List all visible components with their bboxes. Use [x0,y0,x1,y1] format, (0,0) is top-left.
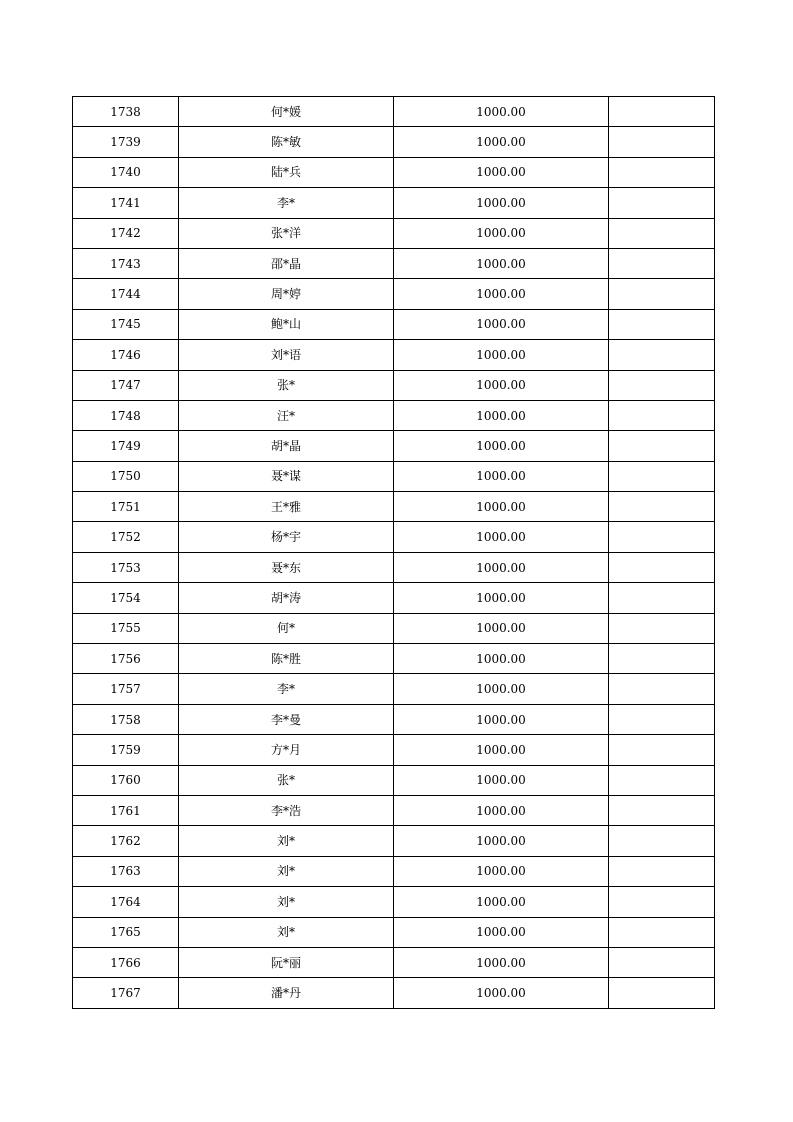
serial-number-cell: 1742 [73,218,179,248]
amount-cell: 1000.00 [394,127,609,157]
serial-number-cell: 1762 [73,826,179,856]
note-cell [609,127,715,157]
name-cell: 鲍*山 [179,309,394,339]
note-cell [609,704,715,734]
note-cell [609,279,715,309]
roster-table-body [73,97,715,1009]
serial-number-cell: 1757 [73,674,179,704]
amount-cell: 1000.00 [394,644,609,674]
table-row [73,674,715,704]
serial-number-cell: 1759 [73,735,179,765]
table-row [73,340,715,370]
serial-number-cell: 1749 [73,431,179,461]
amount-cell: 1000.00 [394,765,609,795]
amount-cell: 1000.00 [394,856,609,886]
note-cell [609,583,715,613]
name-cell: 王*雅 [179,492,394,522]
serial-number-cell: 1741 [73,188,179,218]
table-row [73,735,715,765]
amount-cell: 1000.00 [394,613,609,643]
name-cell: 聂*谋 [179,461,394,491]
name-cell: 张*洋 [179,218,394,248]
amount-cell: 1000.00 [394,97,609,127]
name-cell: 刘*语 [179,340,394,370]
amount-cell: 1000.00 [394,947,609,977]
table-row [73,765,715,795]
table-row [73,552,715,582]
serial-number-cell: 1760 [73,765,179,795]
table-row [73,887,715,917]
amount-cell: 1000.00 [394,279,609,309]
table-row [73,157,715,187]
name-cell: 刘* [179,917,394,947]
serial-number-cell: 1743 [73,248,179,278]
table-row [73,97,715,127]
name-cell: 邵*晶 [179,248,394,278]
serial-number-cell: 1764 [73,887,179,917]
amount-cell: 1000.00 [394,218,609,248]
name-cell: 汪* [179,400,394,430]
name-cell: 方*月 [179,735,394,765]
note-cell [609,157,715,187]
table-row [73,218,715,248]
name-cell: 刘* [179,887,394,917]
roster-table [72,96,715,1009]
amount-cell: 1000.00 [394,583,609,613]
table-row [73,492,715,522]
note-cell [609,795,715,825]
name-cell: 周*婷 [179,279,394,309]
table-row [73,248,715,278]
serial-number-cell: 1761 [73,795,179,825]
table-row [73,370,715,400]
amount-cell: 1000.00 [394,917,609,947]
table-row [73,947,715,977]
note-cell [609,978,715,1008]
table-row [73,826,715,856]
serial-number-cell: 1748 [73,400,179,430]
amount-cell: 1000.00 [394,522,609,552]
amount-cell: 1000.00 [394,461,609,491]
amount-cell: 1000.00 [394,400,609,430]
table-row [73,583,715,613]
name-cell: 李* [179,674,394,704]
amount-cell: 1000.00 [394,887,609,917]
amount-cell: 1000.00 [394,552,609,582]
table-row [73,856,715,886]
name-cell: 刘* [179,856,394,886]
note-cell [609,461,715,491]
serial-number-cell: 1765 [73,917,179,947]
serial-number-cell: 1766 [73,947,179,977]
note-cell [609,340,715,370]
name-cell: 李*浩 [179,795,394,825]
amount-cell: 1000.00 [394,735,609,765]
name-cell: 陈*胜 [179,644,394,674]
note-cell [609,674,715,704]
note-cell [609,188,715,218]
amount-cell: 1000.00 [394,431,609,461]
amount-cell: 1000.00 [394,492,609,522]
name-cell: 胡*晶 [179,431,394,461]
note-cell [609,856,715,886]
serial-number-cell: 1767 [73,978,179,1008]
serial-number-cell: 1753 [73,552,179,582]
serial-number-cell: 1755 [73,613,179,643]
table-row [73,795,715,825]
table-row [73,704,715,734]
serial-number-cell: 1752 [73,522,179,552]
table-row [73,127,715,157]
name-cell: 何* [179,613,394,643]
amount-cell: 1000.00 [394,674,609,704]
note-cell [609,522,715,552]
note-cell [609,735,715,765]
amount-cell: 1000.00 [394,309,609,339]
table-row [73,309,715,339]
table-row [73,279,715,309]
name-cell: 阮*丽 [179,947,394,977]
note-cell [609,248,715,278]
amount-cell: 1000.00 [394,795,609,825]
amount-cell: 1000.00 [394,978,609,1008]
note-cell [609,917,715,947]
note-cell [609,887,715,917]
note-cell [609,309,715,339]
serial-number-cell: 1750 [73,461,179,491]
amount-cell: 1000.00 [394,370,609,400]
note-cell [609,431,715,461]
serial-number-cell: 1738 [73,97,179,127]
name-cell: 陆*兵 [179,157,394,187]
serial-number-cell: 1745 [73,309,179,339]
serial-number-cell: 1758 [73,704,179,734]
note-cell [609,492,715,522]
note-cell [609,400,715,430]
serial-number-cell: 1751 [73,492,179,522]
amount-cell: 1000.00 [394,157,609,187]
name-cell: 张* [179,370,394,400]
serial-number-cell: 1763 [73,856,179,886]
note-cell [609,613,715,643]
table-row [73,613,715,643]
name-cell: 刘* [179,826,394,856]
note-cell [609,552,715,582]
note-cell [609,947,715,977]
note-cell [609,826,715,856]
name-cell: 潘*丹 [179,978,394,1008]
serial-number-cell: 1744 [73,279,179,309]
table-row [73,644,715,674]
name-cell: 张* [179,765,394,795]
name-cell: 聂*东 [179,552,394,582]
table-row [73,400,715,430]
table-row [73,917,715,947]
note-cell [609,218,715,248]
name-cell: 胡*涛 [179,583,394,613]
table-row [73,978,715,1008]
amount-cell: 1000.00 [394,826,609,856]
note-cell [609,97,715,127]
name-cell: 李*曼 [179,704,394,734]
table-row [73,431,715,461]
serial-number-cell: 1746 [73,340,179,370]
amount-cell: 1000.00 [394,704,609,734]
note-cell [609,370,715,400]
name-cell: 杨*宇 [179,522,394,552]
amount-cell: 1000.00 [394,340,609,370]
serial-number-cell: 1740 [73,157,179,187]
serial-number-cell: 1747 [73,370,179,400]
serial-number-cell: 1739 [73,127,179,157]
name-cell: 陈*敏 [179,127,394,157]
table-row [73,188,715,218]
note-cell [609,644,715,674]
table-row [73,461,715,491]
amount-cell: 1000.00 [394,248,609,278]
amount-cell: 1000.00 [394,188,609,218]
note-cell [609,765,715,795]
table-row [73,522,715,552]
name-cell: 何*媛 [179,97,394,127]
name-cell: 李* [179,188,394,218]
serial-number-cell: 1754 [73,583,179,613]
serial-number-cell: 1756 [73,644,179,674]
